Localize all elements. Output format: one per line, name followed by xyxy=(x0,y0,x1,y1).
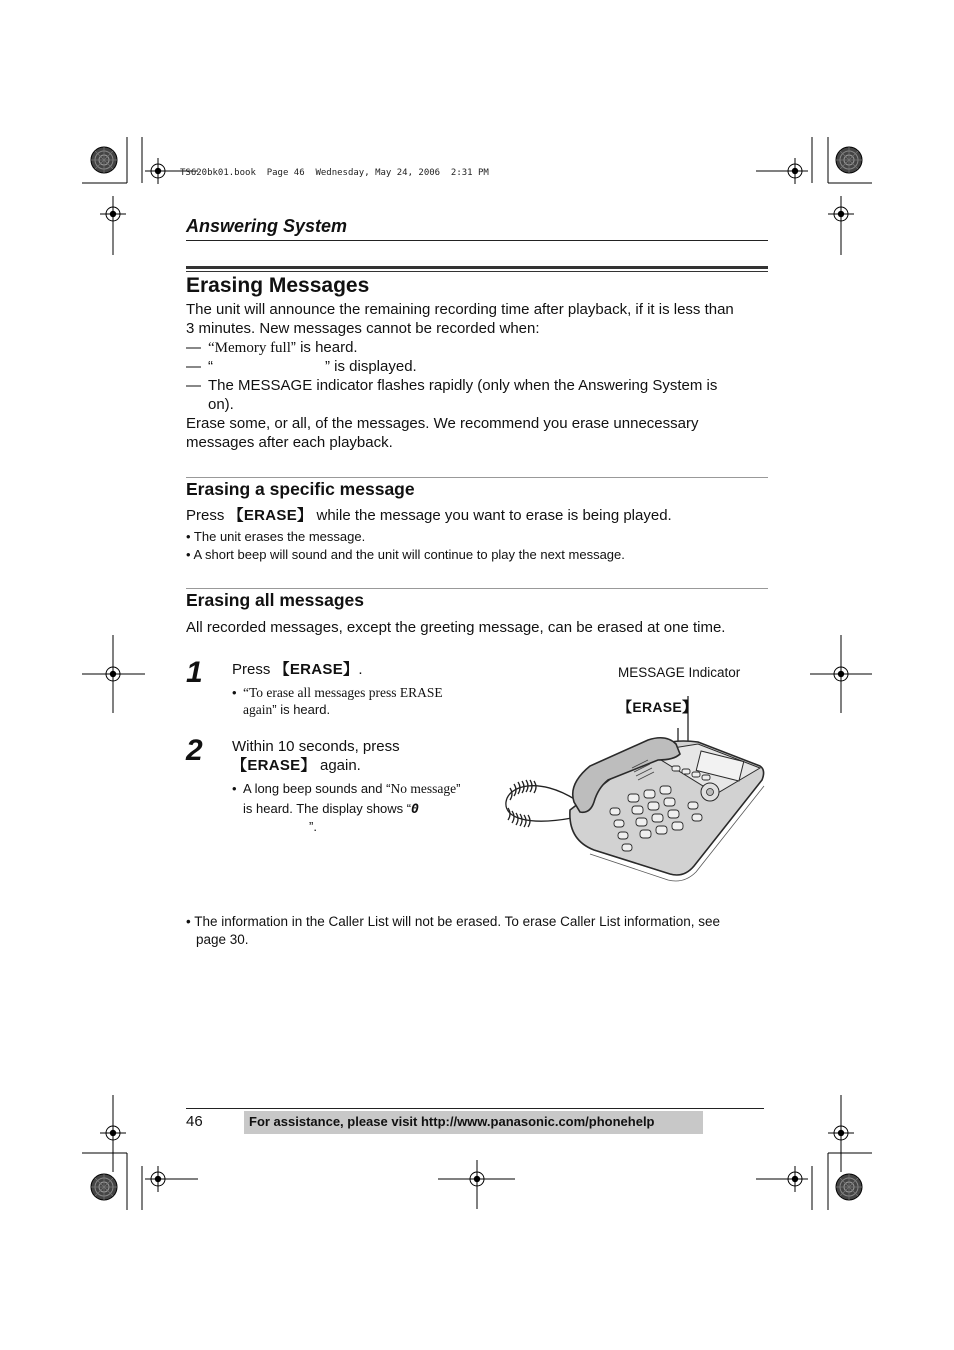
dash-glyph: — xyxy=(186,377,201,394)
section-rule xyxy=(186,240,768,241)
step-2-bullet-line-1: A long beep sounds and “No message” xyxy=(243,781,461,796)
condition-message-indicator xyxy=(186,376,768,395)
step-1-bullet-dot: • xyxy=(232,685,237,700)
section-label: Answering System xyxy=(186,216,348,236)
step-1-instruction: Press 【ERASE】. xyxy=(232,661,363,678)
footer-rule xyxy=(186,1108,764,1109)
specific-bullet-1: • The unit erases the message. xyxy=(186,529,366,544)
press-text: Press xyxy=(186,507,229,524)
step-1-bullet-line-2: again” is heard. xyxy=(243,702,331,717)
erase-key-label: 【ERASE】 xyxy=(228,507,313,524)
message-indicator-label: MESSAGE Indicator xyxy=(618,665,741,680)
assistance-link-text: For assistance, please visit http://www.panasonic.com/phonehelp xyxy=(249,1114,655,1129)
specific-rest: while the message you want to erase is being played. xyxy=(312,507,672,524)
note-line-2: page 30. xyxy=(196,932,249,947)
title-rule-bottom xyxy=(186,271,768,272)
page-number: 46 xyxy=(186,1113,203,1130)
display-digit: 0 xyxy=(411,802,419,817)
step-2-instruction-line-2: 【ERASE】 again. xyxy=(232,757,361,774)
step-1-number: 1 xyxy=(186,656,203,689)
condition-memory-full xyxy=(186,338,768,358)
title-rule-top xyxy=(186,266,768,269)
step-1-bullet-line-1: “To erase all messages press ERASE xyxy=(243,685,443,700)
subsection-heading-specific: Erasing a specific message xyxy=(186,479,415,499)
specific-bullet-2: • A short beep will sound and the unit will continue to play the next message. xyxy=(186,547,625,562)
subsection-heading-all: Erasing all messages xyxy=(186,590,365,610)
intro-outro-1: Erase some, or all, of the messages. We recommend you erase unnecessary xyxy=(186,415,699,432)
condition-displayed xyxy=(186,357,768,376)
step-2-bullet-end: ”. xyxy=(309,819,317,834)
dash-glyph: — xyxy=(186,358,201,375)
note-line-1: • The information in the Caller List will not be erased. To erase Caller List information, see xyxy=(186,914,720,929)
dash-glyph: — xyxy=(186,339,201,356)
memory-full-quote: “Memory full xyxy=(208,340,291,356)
subsection-rule xyxy=(186,588,768,589)
file-header: TS620bk01.book Page 46 Wednesday, May 24, 2006 2:31 PM xyxy=(180,168,489,178)
displayed-open-quote: “ xyxy=(208,358,213,375)
all-description: All recorded messages, except the greeting message, can be erased at one time. xyxy=(186,619,726,636)
indicator-line-1: The MESSAGE indicator flashes rapidly (only when the Answering System is xyxy=(208,377,718,394)
displayed-rest: ” is displayed. xyxy=(325,358,417,375)
telephone-illustration xyxy=(498,690,778,890)
step-2-number: 2 xyxy=(186,734,203,767)
erase-key-label: 【ERASE】 xyxy=(274,661,359,678)
erase-key-callout: 【ERASE】 xyxy=(618,699,697,715)
specific-instruction xyxy=(186,506,672,525)
step-2-bullet-dot: • xyxy=(232,781,237,796)
erase-key-label: 【ERASE】 xyxy=(232,757,316,774)
step-2-bullet-line-2: is heard. The display shows “0 xyxy=(243,801,419,817)
step-2-instruction-line-1: Within 10 seconds, press xyxy=(232,738,400,755)
intro-outro-2: messages after each playback. xyxy=(186,434,393,451)
intro-line-2: 3 minutes. New messages cannot be recorded when: xyxy=(186,320,540,337)
memory-full-rest: ” is heard. xyxy=(290,339,358,356)
indicator-line-2: on). xyxy=(208,396,234,413)
intro-line-1: The unit will announce the remaining recording time after playback, if it is less than xyxy=(186,301,734,318)
subsection-rule xyxy=(186,477,768,478)
page-title: Erasing Messages xyxy=(186,274,370,297)
